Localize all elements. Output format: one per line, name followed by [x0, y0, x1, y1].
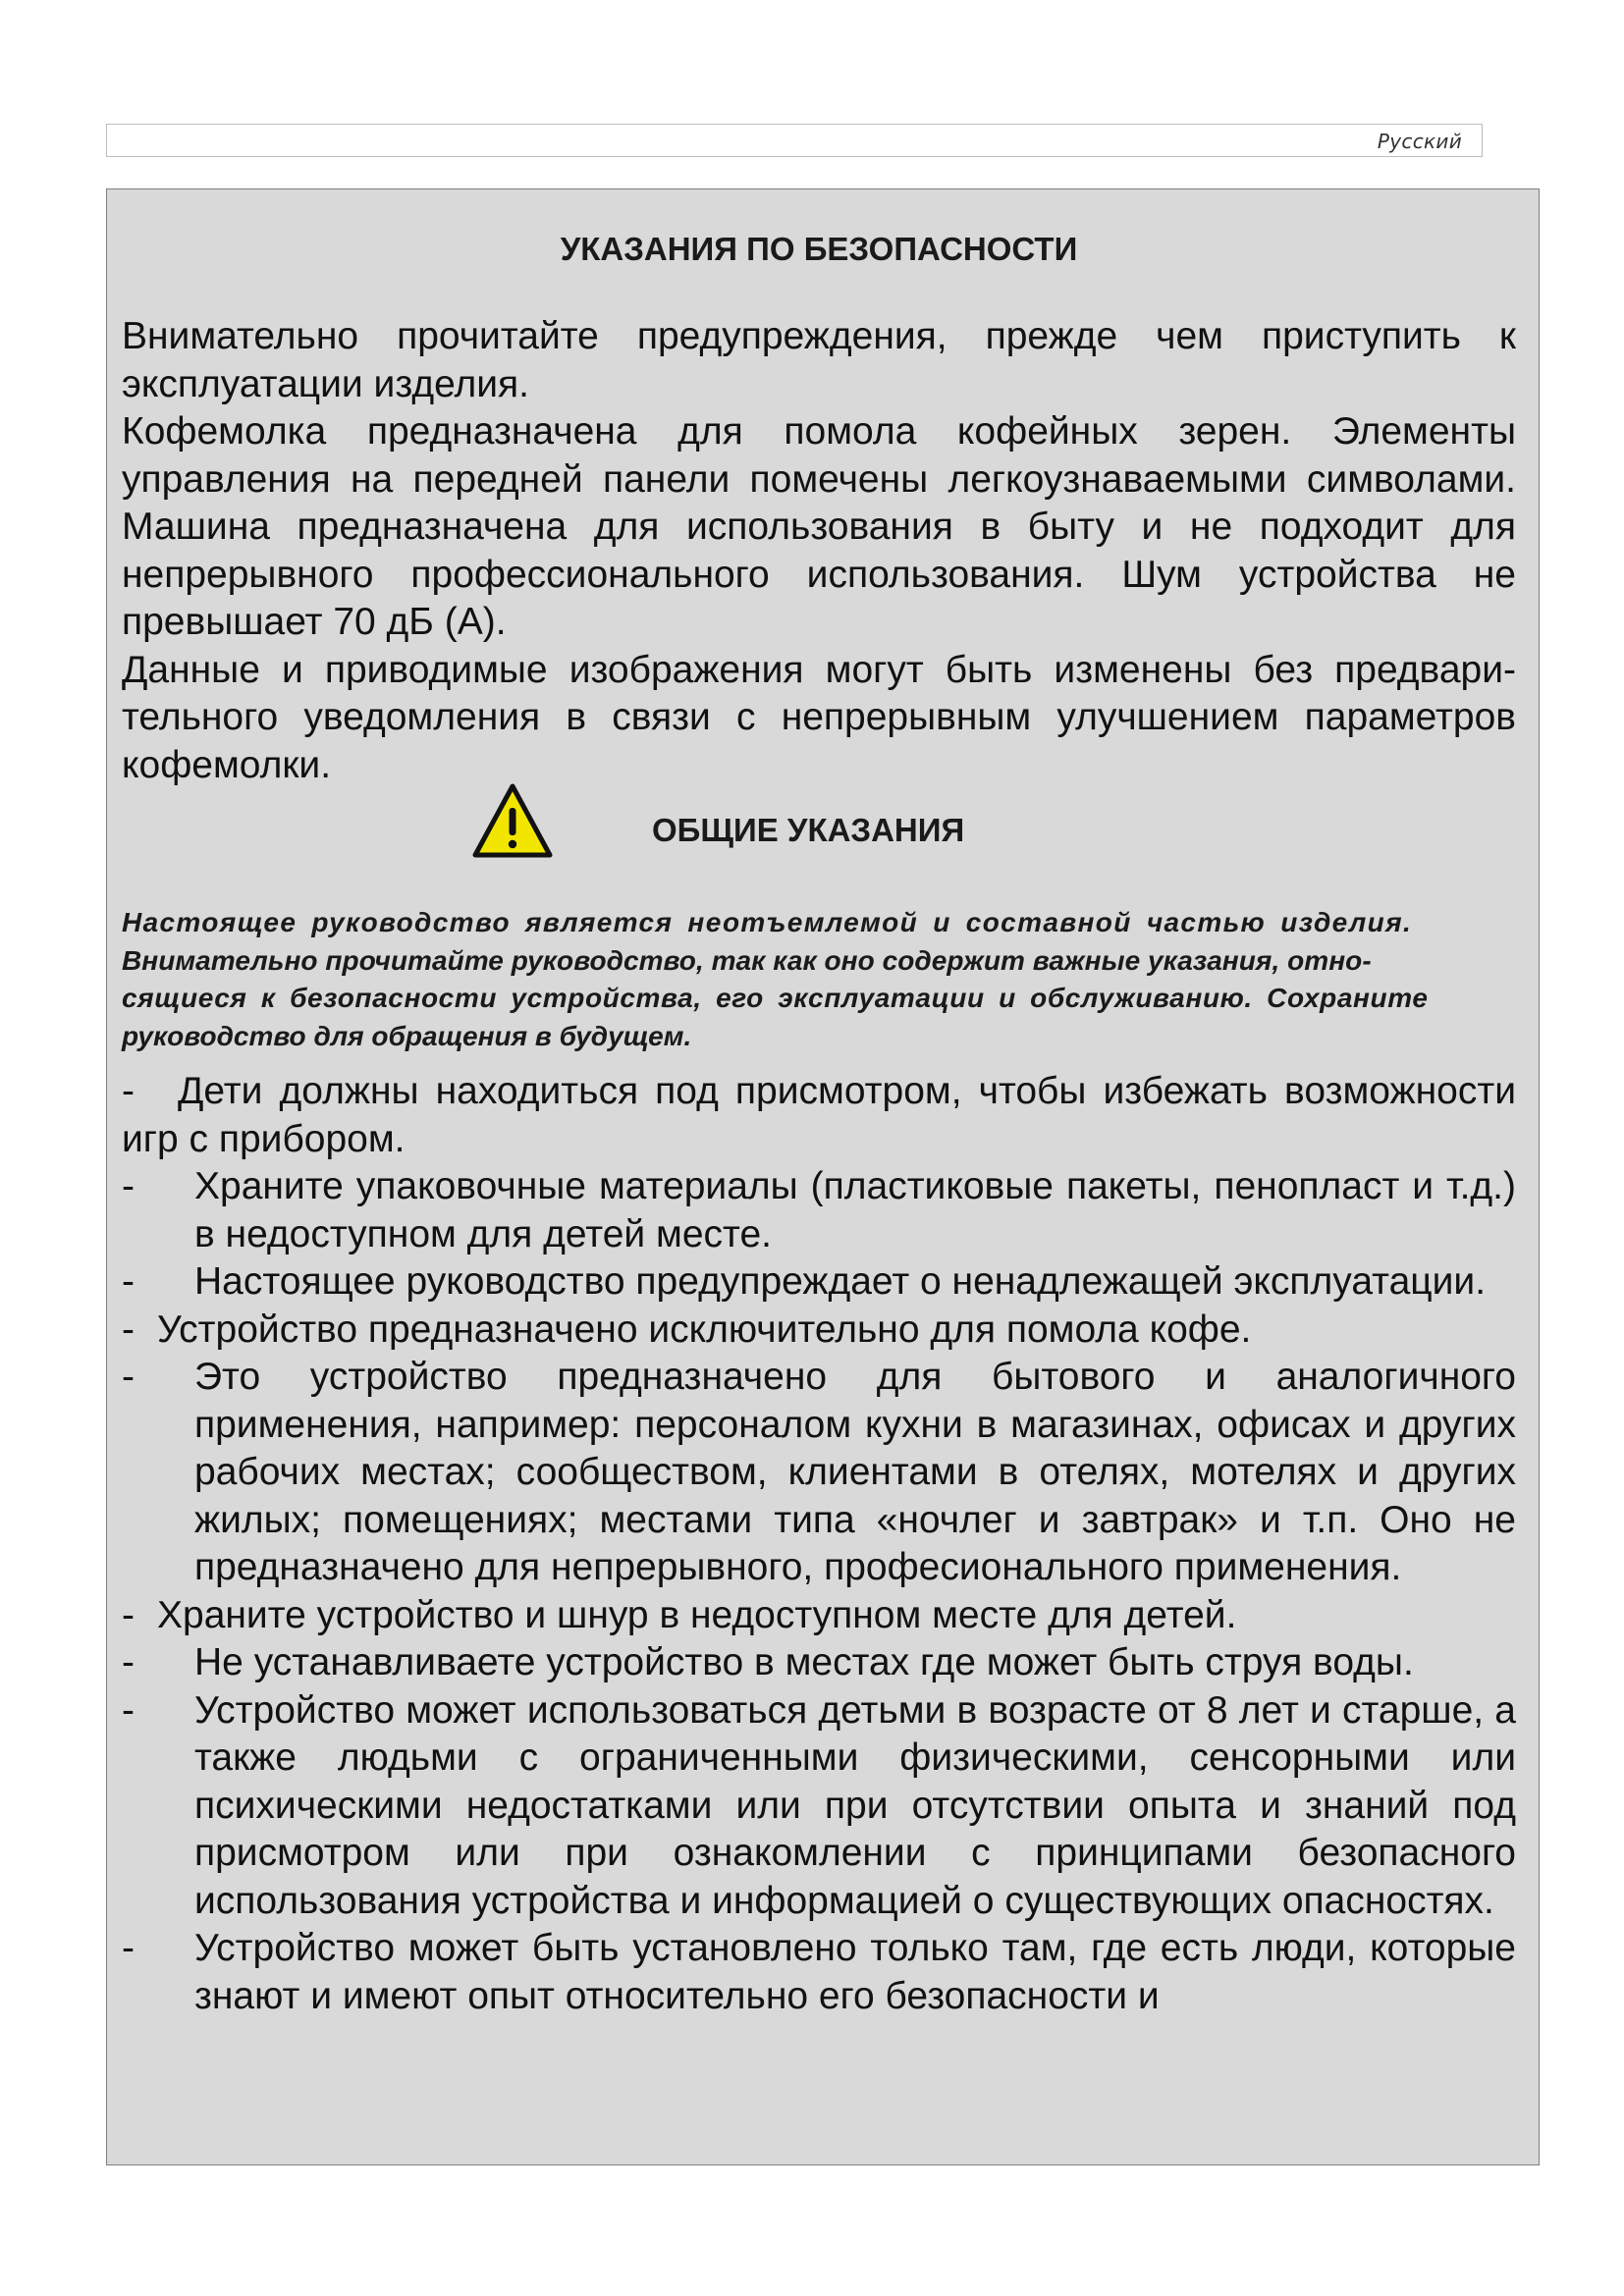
safety-list [122, 1068, 1516, 2020]
language-label: Русский [1377, 130, 1462, 153]
note-line: Внимательно прочитайте руководство, так как оно содержит важные указания, отно- [122, 944, 1372, 976]
safety-intro [122, 313, 1516, 789]
note-line: сящиеся к безопасности устройства, его эксплуатации и обслуживанию. Сохраните [122, 983, 1429, 1013]
list-item: - Устройство может быть установлено только там, где есть люди, которые знают и имеют опыт относительно его безопасности и [122, 1927, 1516, 2017]
list-item: - Устройство может использоваться детьми в возрасте от 8 лет и старше, а также людьми с ограниченными физическими, сенсорными или психическими недостатками или при отсутствии опыта и знаний под присмотром или при ознакомлении с принципами безопасного использования устройства и информацией о существующих опасностях. [122, 1688, 1516, 1922]
general-title: ОБЩИЕ УКАЗАНИЯ [652, 812, 965, 848]
intro-paragraph: Внимательно прочитайте предупреждения, прежде чем приступить к эксплуатации изделия. [122, 315, 1516, 405]
note-line: руководство для обращения в будущем. [122, 1020, 692, 1051]
note-line: Настоящее руководство является неотъемлемой и составной частью изделия. [122, 907, 1413, 937]
list-item: - Устройство предназначено исключительно для помола кофе. [122, 1308, 1252, 1351]
list-item: - Это устройство предназначено для бытового и аналогичного применения, например: персоналом кухни в магазинах, офисах и других рабочих местах; сообществом, клиентами в отелях, мотелях и других жилых; помещениях; местами типа «ночлег и завтрак» и т.п. Оно не предназначено для непрерывного, професионального применения. [122, 1356, 1516, 1588]
list-item: - Не устанавливаете устройство в местах где может быть струя воды. [122, 1641, 1414, 1683]
list-item: - Храните упаковочные материалы (пластиковые пакеты, пенопласт и т.д.) в недоступном для детей месте. [122, 1165, 1516, 1255]
intro-paragraph: Кофемолка предназначена для помола кофейных зерен. Элементы управления на передней панели помечены легкоузнаваемыми символами. Машина предназначена для использования в быту и не подходит для непрерывного профессионального использования. Шум устройства не превышает 70 дБ (А). [122, 410, 1516, 643]
manual-note [122, 904, 1540, 1055]
safety-title: УКАЗАНИЯ ПО БЕЗОПАСНОСТИ [560, 231, 1078, 267]
language-header-bar [106, 124, 1483, 157]
safety-panel [106, 188, 1540, 2165]
intro-paragraph: Данные и приводимые изображения могут быть изменены без предвари-тельного уведомления в связи с непрерывным улучшением параметров кофемолки. [122, 648, 1516, 786]
list-item: - Храните устройство и шнур в недоступном месте для детей. [122, 1593, 1237, 1636]
warning-triangle-icon [471, 782, 554, 859]
list-item: - Настоящее руководство предупреждает о ненадлежащей эксплуатации. [122, 1260, 1487, 1303]
list-item: - Дети должны находиться под присмотром, чтобы избежать возможности игр с прибором. [122, 1070, 1516, 1160]
general-header [122, 782, 1516, 861]
